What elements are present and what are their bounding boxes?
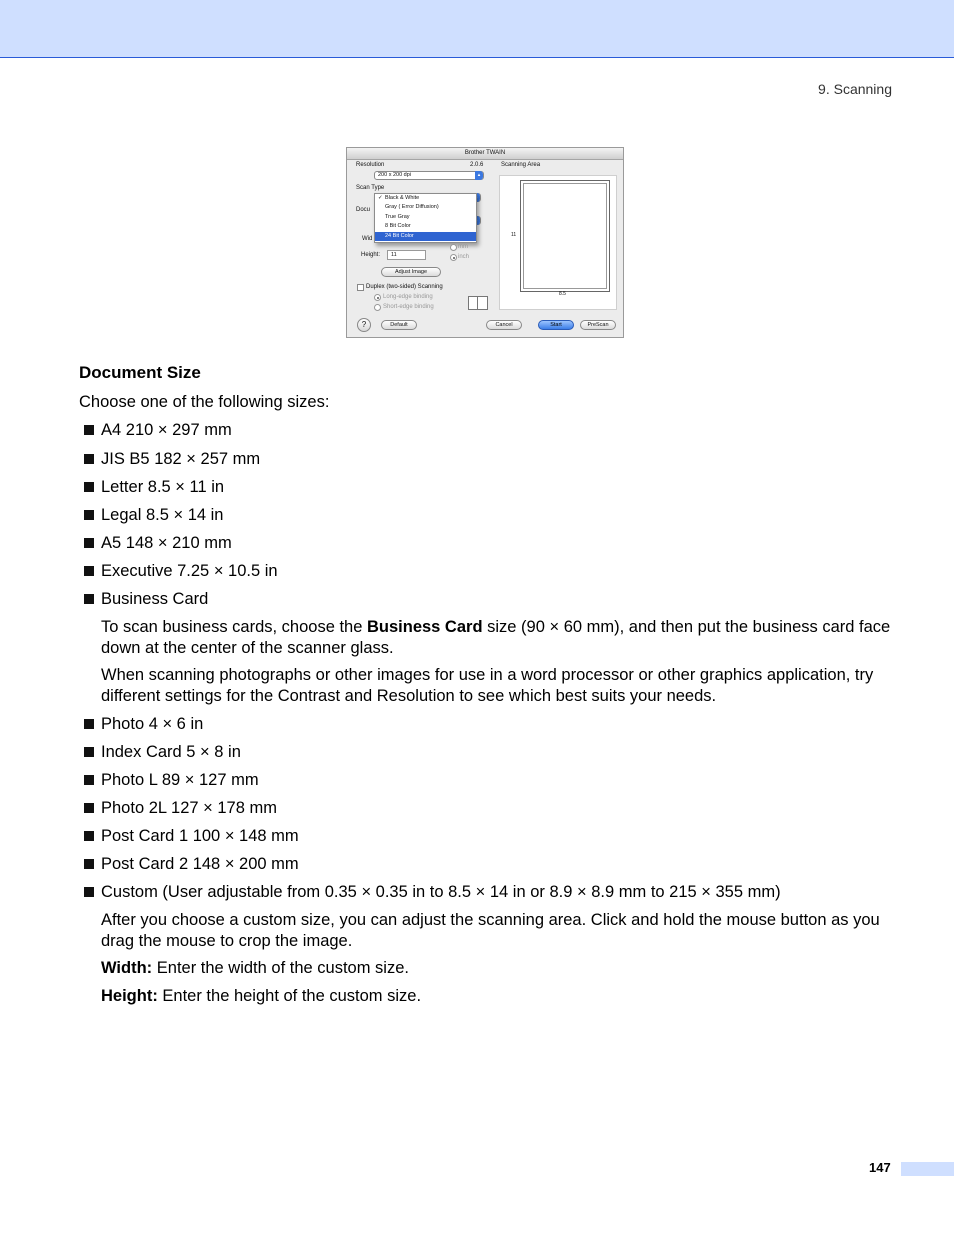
long-edge-radio[interactable] [374,294,381,301]
dialog-title: Brother TWAIN [347,148,623,160]
header-band [0,0,954,58]
help-icon[interactable]: ? [357,318,371,332]
square-bullet-icon [84,719,94,729]
twain-dialog-screenshot [346,147,624,338]
scan-type-label: Scan Type [356,185,385,191]
version-label: 2.0.6 [470,162,484,168]
list-item: Legal 8.5 × 14 in [84,505,223,525]
resolution-value: 200 x 200 dpi [378,172,412,178]
chapter-label: 9. Scanning [818,81,892,97]
square-bullet-icon [84,747,94,757]
list-item: Photo 2L 127 × 178 mm [84,798,277,818]
short-edge-radio[interactable] [374,304,381,311]
resolution-label: Resolution [356,162,385,168]
square-bullet-icon [84,510,94,520]
photo-note: When scanning photographs or other images for use in a word processor or other graphics application, try different settings for the Contrast and Resolution to see which best suits your needs. [101,666,874,705]
page-number: 147 [869,1160,891,1175]
square-bullet-icon [84,831,94,841]
list-item: Post Card 1 100 × 148 mm [84,826,299,846]
list-item: Executive 7.25 × 10.5 in [84,561,278,581]
document-size-label: Docu [356,207,371,213]
square-bullet-icon [84,887,94,897]
custom-note: After you choose a custom size, you can adjust the scanning area. Click and hold the mouse button as you drag the mouse to crop the image. [101,911,880,950]
width-label: Wid [362,236,373,242]
duplex-label: Duplex (two-sided) Scanning [366,284,443,290]
business-card-note: To scan business cards, choose the Business Card size (90 × 60 mm), and then put the business card face down at the center of the scanner glass. [101,618,891,657]
cancel-button[interactable]: Cancel [486,320,522,330]
menu-item[interactable]: ✓ Black & White [375,194,476,203]
list-item: Index Card 5 × 8 in [84,742,241,762]
menu-item[interactable]: Gray ( Error Diffusion) [385,204,439,211]
list-item: Letter 8.5 × 11 in [84,477,224,497]
list-item: Business Card [84,589,208,609]
footer-band [901,1162,954,1176]
resolution-select[interactable] [374,171,484,180]
adjust-image-button[interactable]: Adjust Image [381,267,441,277]
menu-item-selected[interactable]: 24 Bit Color [375,232,476,241]
scan-type-menu[interactable] [374,193,477,243]
menu-item[interactable]: 8 Bit Color [385,223,411,230]
chevron-updown-icon: ▴ [475,171,483,180]
list-item: Custom (User adjustable from 0.35 × 0.35 in to 8.5 × 14 in or 8.9 × 8.9 mm to 215 × 355 mm) [84,882,781,902]
list-item: Photo 4 × 6 in [84,714,203,734]
width-definition: Width: Enter the width of the custom size. [101,959,409,977]
square-bullet-icon [84,594,94,604]
list-item: Photo L 89 × 127 mm [84,770,259,790]
default-button[interactable]: Default [381,320,417,330]
duplex-checkbox[interactable] [357,284,364,291]
intro-text: Choose one of the following sizes: [79,393,330,411]
height-field[interactable]: 11 [387,250,426,260]
unit-mm-label: mm [458,244,468,250]
list-item: A4 210 × 297 mm [84,420,232,440]
square-bullet-icon [84,425,94,435]
unit-inch-radio[interactable] [450,254,457,261]
unit-mm-radio[interactable] [450,244,457,251]
short-edge-label: Short-edge binding [383,304,434,310]
square-bullet-icon [84,859,94,869]
square-bullet-icon [84,566,94,576]
area-height-tick: 11 [511,232,517,238]
list-item: Post Card 2 148 × 200 mm [84,854,299,874]
list-item: A5 148 × 210 mm [84,533,232,553]
menu-item[interactable]: True Gray [385,213,410,220]
square-bullet-icon [84,538,94,548]
height-label: Height: [361,252,381,258]
square-bullet-icon [84,454,94,464]
prescan-button[interactable]: PreScan [580,320,616,330]
long-edge-label: Long-edge binding [383,294,433,300]
square-bullet-icon [84,803,94,813]
page-outline [520,180,610,292]
square-bullet-icon [84,482,94,492]
square-bullet-icon [84,775,94,785]
start-button[interactable]: Start [538,320,574,330]
checkmark-icon: ✓ [378,195,383,201]
section-title: Document Size [79,363,201,382]
area-width-tick: 8.5 [559,291,566,297]
unit-inch-label: inch [458,254,470,260]
list-item: JIS B5 182 × 257 mm [84,449,260,469]
height-definition: Height: Enter the height of the custom size. [101,987,422,1005]
scanning-area-preview[interactable] [499,175,617,310]
scanning-area-label: Scanning Area [501,162,541,168]
duplex-binding-icon [468,296,488,310]
